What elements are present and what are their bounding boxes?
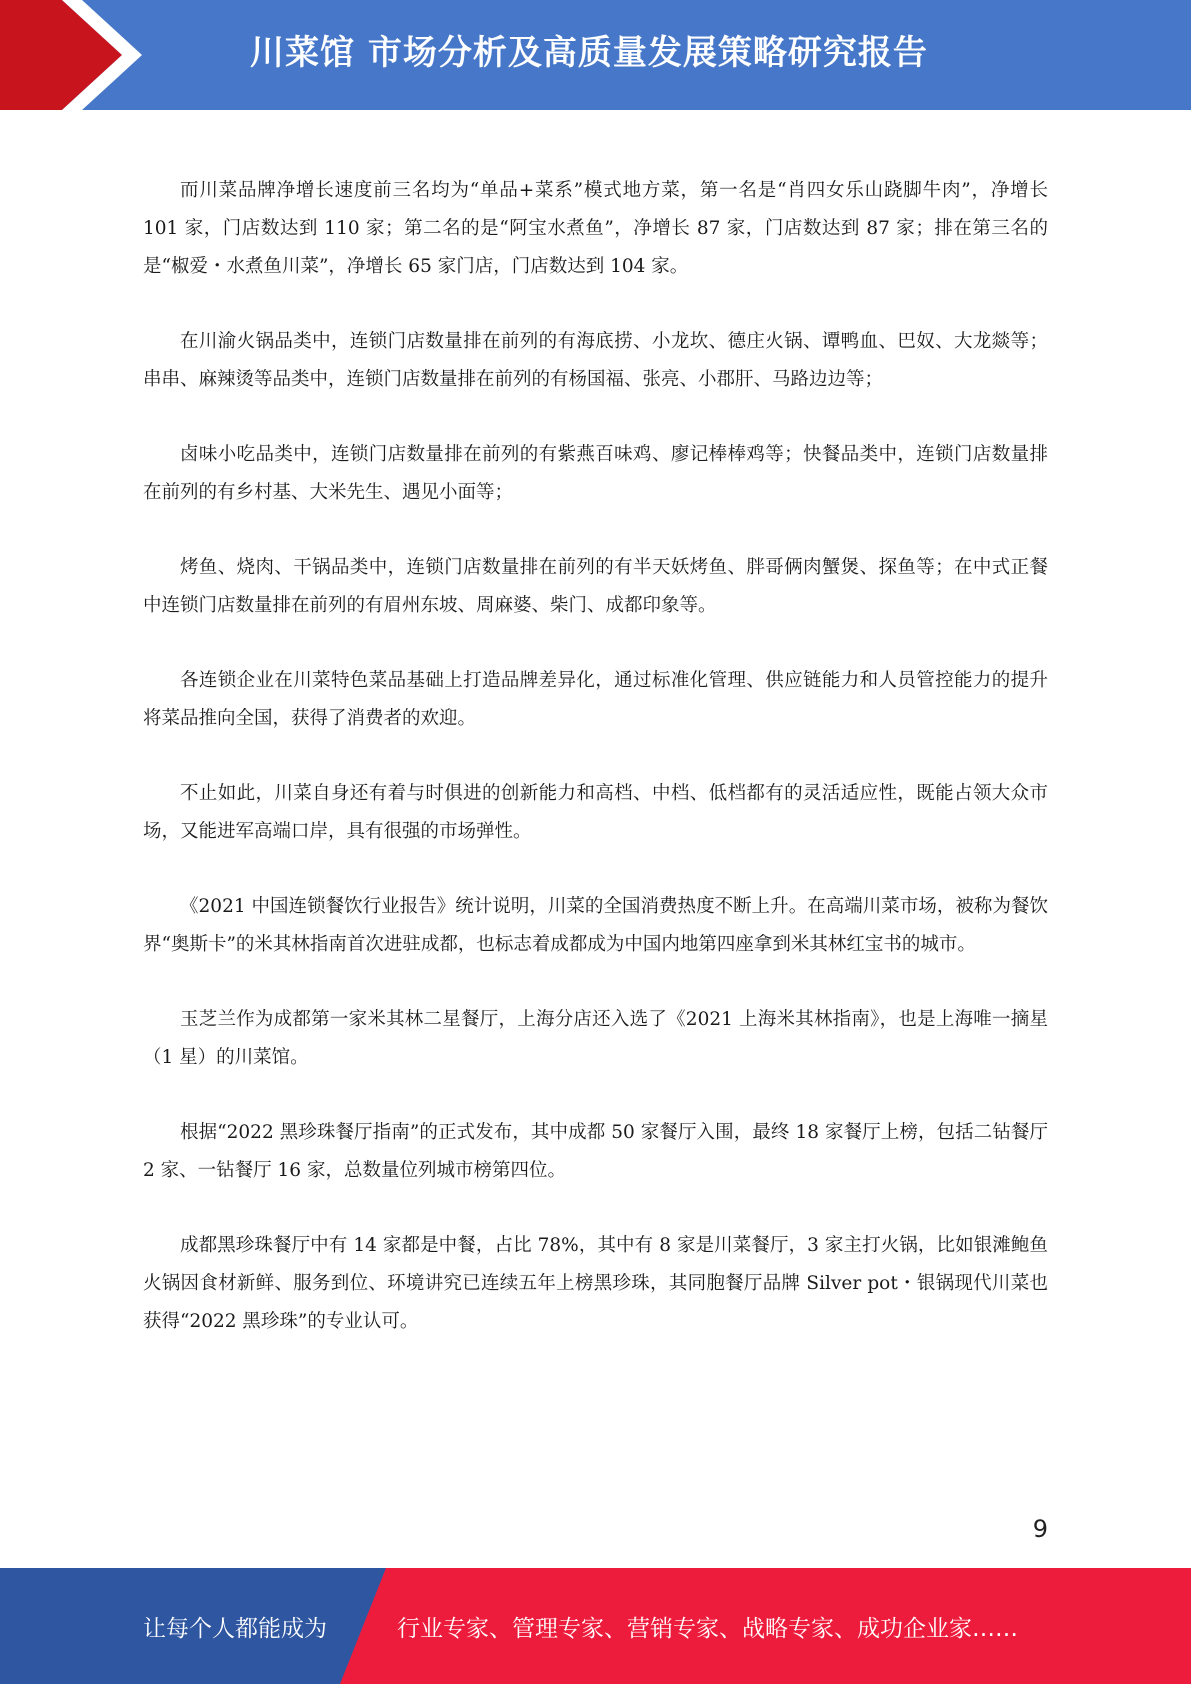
paragraph: 在川渝火锅品类中，连锁门店数量排在前列的有海底捞、小龙坎、德庄火锅、谭鸭血、巴奴、大龙燚等；串串、麻辣烫等品类中，连锁门店数量排在前列的有杨国福、张亮、小郡肝、马路边边等； [143, 331, 1048, 390]
paragraph: 《2021 中国连锁餐饮行业报告》统计说明，川菜的全国消费热度不断上升。在高端川菜市场，被称为餐饮界“奥斯卡”的米其林指南首次进驻成都，也标志着成都成为中国内地第四座拿到米其林红宝书的城市。 [143, 896, 1048, 955]
red-chevron-decoration [0, 0, 150, 110]
header-band [0, 0, 1191, 110]
body-content [143, 172, 1048, 1378]
paragraph: 而川菜品牌净增长速度前三名均为“单品+菜系”模式地方菜，第一名是“肖四女乐山跷脚牛肉”，净增长 101 家，门店数达到 110 家；第二名的是“阿宝水煮鱼”，净增长 87 家，门店数达到 87 家；排在第三名的是“椒爱・水煮鱼川菜”，净增长 65 家门店，门店数达到 104 家。 [143, 180, 1048, 277]
report-title: 川菜馆 市场分析及高质量发展策略研究报告 [250, 33, 928, 73]
page-number: 9 [1032, 1515, 1048, 1543]
footer-slogan-roles: 行业专家、管理专家、营销专家、战略专家、成功企业家…… [397, 1616, 1018, 1642]
paragraph: 各连锁企业在川菜特色菜品基础上打造品牌差异化，通过标准化管理、供应链能力和人员管控能力的提升将菜品推向全国，获得了消费者的欢迎。 [143, 670, 1048, 729]
paragraph: 成都黑珍珠餐厅中有 14 家都是中餐，占比 78%，其中有 8 家是川菜餐厅，3 家主打火锅，比如银滩鲍鱼火锅因食材新鲜、服务到位、环境讲究已连续五年上榜黑珍珠，其同胞餐厅品牌 Silver pot・银锅现代川菜也获得“2022 黑珍珠”的专业认可。 [143, 1235, 1048, 1332]
paragraph: 烤鱼、烧肉、干锅品类中，连锁门店数量排在前列的有半天妖烤鱼、胖哥俩肉蟹煲、探鱼等；在中式正餐中连锁门店数量排在前列的有眉州东坡、周麻婆、柴门、成都印象等。 [143, 557, 1048, 616]
paragraph: 不止如此，川菜自身还有着与时俱进的创新能力和高档、中档、低档都有的灵活适应性，既能占领大众市场，又能进军高端口岸，具有很强的市场弹性。 [143, 783, 1048, 842]
paragraph: 根据“2022 黑珍珠餐厅指南”的正式发布，其中成都 50 家餐厅入围，最终 18 家餐厅上榜，包括二钻餐厅 2 家、一钻餐厅 16 家，总数量位列城市榜第四位。 [143, 1122, 1048, 1181]
footer-band [0, 1568, 1191, 1684]
paragraph: 卤味小吃品类中，连锁门店数量排在前列的有紫燕百味鸡、廖记棒棒鸡等；快餐品类中，连锁门店数量排在前列的有乡村基、大米先生、遇见小面等； [143, 444, 1048, 503]
footer-slogan-lead: 让每个人都能成为 [143, 1616, 327, 1642]
paragraph: 玉芝兰作为成都第一家米其林二星餐厅，上海分店还入选了《2021 上海米其林指南》，也是上海唯一摘星（1 星）的川菜馆。 [143, 1009, 1048, 1068]
